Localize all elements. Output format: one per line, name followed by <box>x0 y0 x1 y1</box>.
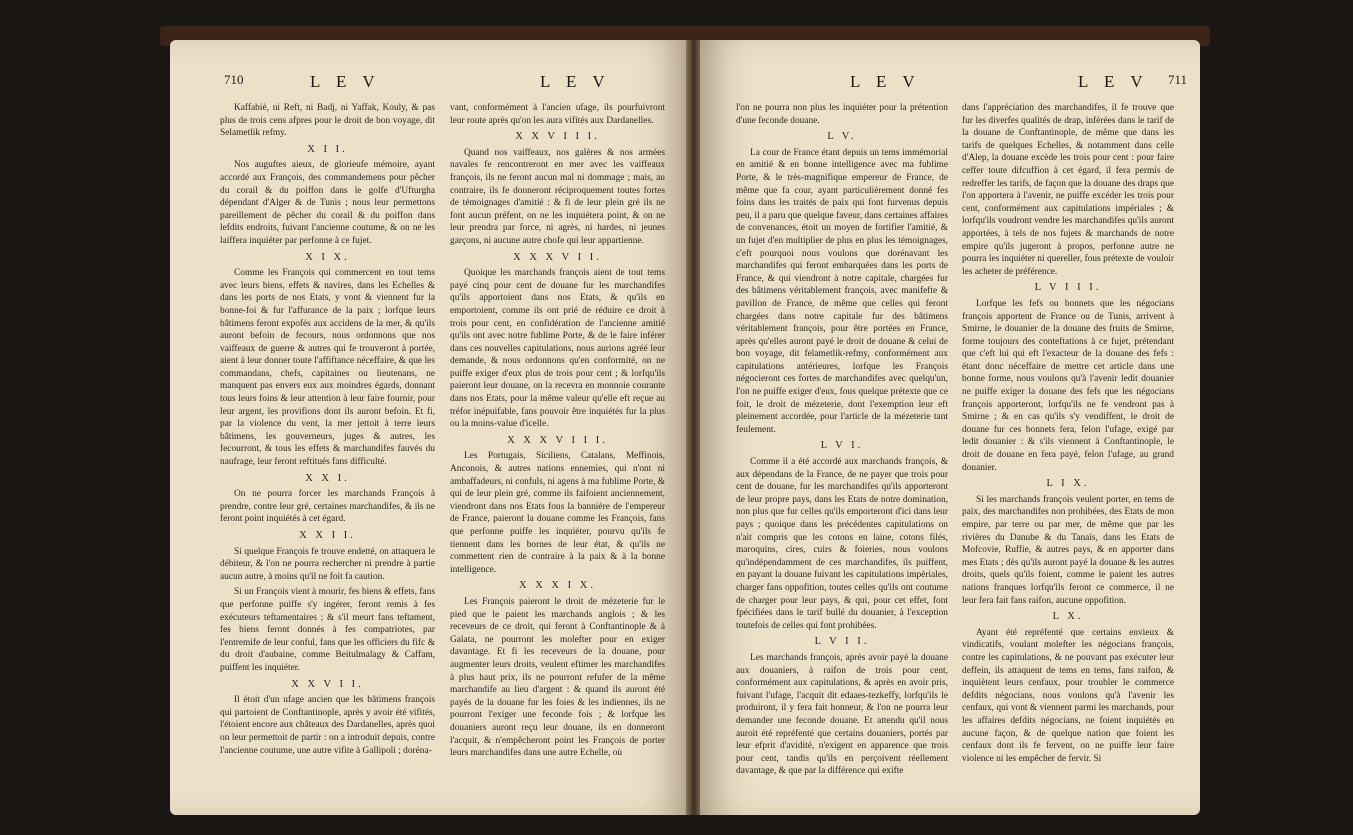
text-column <box>962 102 1174 768</box>
paragraph: Comme les François qui commercent en tout tems avec leurs biens, effets & navires, dans les Echelles & dans les ports de nos Etats, y vont & viennent fur la bonne-foi & fur l'affurance de la paix ; lorfque leurs bâtimens feront expofés aux accidens de la mer, & qu'ils auront befoin de fecours, nous ordonnons que nos vaiffeaux de guerre & autres qui fe trouveront à portée, aient à leur donner toute l'affiftance néceffaire, & que les commandans, chefs, capitaines ou lieutenans, ne manquent pas envers eux aux moindres égards, donnant tous leurs foins & leur attention à leur faire fournir, pour leur argent, les provifions dont ils auront befoin. Et fi, par la violence du vent, la mer jettoit à terre leurs bâtimens, les gouverneurs, juges & autres, les fecourront, & tous les effets & marchandifes fauvés du naufrage, leur feront reftitués fans difficulté. <box>220 268 435 468</box>
article-heading: L V. <box>827 131 857 143</box>
article-heading: X I I. <box>307 143 348 155</box>
article-heading: X X I. <box>305 472 350 484</box>
running-head: L E V <box>540 72 611 91</box>
paragraph: Kaffabiè, ni Reft, ni Badj, ni Yaffak, Kouly, & pas plus de trois cens afpres pour le droit de bon voyage, dit Selametlik refmy. <box>220 103 435 139</box>
paragraph: La cour de France étant depuis un tems immémorial en amitié & en bonne intelligence avec ma fublime Porte, & le très-magnifique empereur de France, de même que fa cour, ayant particulièrement donné fes foins dans les traités de paix qui font furvenus depuis peu, il a paru que quelque faveur, dans certaines affaires de convenances, étoit un moyen de fortifier l'amitié, & un fujet d'en multiplier de plus en plus les témoignages, c'eft pourquoi nous voulons que dorénavant les marchandifes qui feront embarquées dans les ports de France, & qui viendront à notre capitale, chargées fur des bâtimens véritablement françois, avec manifefte & pavillon de France, de même que celles qui feront chargées dans notre capitale fur des bâtimens véritablement françois, pour être portées en France, après qu'elles auront payé le droit de douane & celui de bon voyage, dit felametlik-refmy, conformément aux capitulations antérieures, lorfque les François négocieront ces fortes de marchandifes avec quelqu'un, l'on ne puiffe exiger d'eux, fous quelque prétexte que ce foit, le droit de mézeterie, dont l'exemption leur eft pleinement accordée, pour l'article de la mézeterie tant feulement. <box>736 147 948 435</box>
article-heading: X X X V I I I. <box>507 434 608 446</box>
text-column <box>220 102 435 760</box>
paragraph: Lorfque les fefs ou bonnets que les négocians françois apportent de France ou de Tunis, arrivent à Smirne, le douanier de la douane des fruits de Smirne, forme toujours des conteftations à ce fujet, prétendant que c'eft lui qui eft l'exacteur de la douane des fefs : étant donc néceffaire de mettre cet article dans une bonne forme, nous voulons qu'à l'avenir ledit douanier ne puiffe exiger la douane des fefs que les négocians françois apporteront, lorfqu'ils ne fe vendront pas à Smirne ; & en cas qu'ils s'y vendiffent, le droit de douane fur ces bonnets fera, felon l'ufage, exigé par ledit douanier : & s'ils viennent à Conftantinople, le droit de douane en fera payé, felon l'ufage, au grand douanier. <box>962 298 1174 473</box>
page-number-left: 710 <box>224 72 244 87</box>
article-heading: L V I. <box>820 440 864 452</box>
text-column <box>736 102 948 781</box>
article-heading: X X V I I. <box>291 678 364 690</box>
article-heading: X X X I X. <box>519 580 596 592</box>
article-heading: L I X. <box>1046 478 1090 490</box>
article-heading: X X I I. <box>299 530 356 541</box>
running-head: L E V <box>310 72 381 91</box>
article-heading: L X. <box>1052 611 1084 623</box>
paragraph: Nos auguftes aieux, de glorieufe mémoire, ayant accordé aux François, des commandemens pour pêcher du corail & du poiffon dans le golfe d'Ufturgha dépendant d'Alger & de Tunis ; nous leur permettons pareillement de pêcher du corail & du poiffon dans lefdits endroits, fuivant l'ancienne coutume, & on ne les laiffera inquiéter par perfonne à ce fujet. <box>220 160 435 246</box>
article-heading: L V I I. <box>814 636 870 648</box>
right-page <box>700 40 1200 815</box>
paragraph: Il étoit d'un ufage ancien que les bâtimens françois qui partoient de Conftantinople, après y avoir été vifités, l'étoient encore aux châteaux des Dardanelles, après quoi on leur permettoit de partir : on a introduit depuis, contre l'ancienne coutume, une autre vifite à Gallipoli ; doréna- <box>220 695 435 756</box>
paragraph: Quand nos vaiffeaux, nos galères & nos armées navales fe rencontreront en mer avec les vaiffeaux françois, ils ne feront aucun mal ni dommage ; mais, au contraire, ils fe donneront réciproquement toutes fortes de témoignages d'amitié : & fi de leur plein gré ils ne font aucun préfent, on ne les inquiétera point, & on ne leur prendra par force, ni agrès, ni hardes, ni jeunes garçons, ni aucune autre chofe qui leur appartienne. <box>450 147 665 246</box>
running-head: L E V <box>850 72 921 91</box>
page-number-right: 711 <box>1168 72 1188 87</box>
paragraph: vant, conformément à l'ancien ufage, ils pourfuivront leur route après qu'on les aura vifités aux Dardanelles. <box>450 103 665 126</box>
paragraph: Quoique les marchands françois aient de tout tems payé cinq pour cent de douane fur les marchandifes qu'ils apportoient dans nos Etats, & qu'ils en emportoient, comme ils ont prié de réduire ce droit à trois pour cent, en confidération de l'ancienne amitié qu'ils ont avec notre fublime Porte, & de le faire inférer dans ces nouvelles capitulations, nous aurions agréé leur demande, & nous ordonnons qu'en conformité, on ne puiffe exiger d'eux plus de trois pour cent ; & lorfqu'ils paieront leur douane, on la recevra en monnoie courante dans nos Etats, pour la même valeur qu'elle eft reçue au tréfor inépuifable, fans pouvoir être inquiétés fur la plus ou la moins-value d'icelle. <box>450 268 665 430</box>
paragraph: Ayant été repréfenté que certains envieux & vindicatifs, voulant molefter les négocians françois, contre les capitulations, & ne pouvant pas exécuter leur deffein, ils attaquent de tems en tems, fans raifon, & inquiètent leurs cenfaux, pour troubler le commerce defdits négocians, nous voulons qu'à l'avenir les cenfaux, qui vont & viennent parmi les marchands, pour les affaires defdits négocians, ne foient inquiétés en aucune façon, & de quelque nation que foient les cenfaux dont ils fe fervent, on ne puiffe leur faire violence ni les empêcher de fervir. Si <box>962 627 1174 764</box>
paragraph: Les Portugais, Siciliens, Catalans, Meffinois, Anconois, & autres nations ennemies, qui n'ont ni ambaffadeurs, ni confuls, ni agens à ma fublime Porte, & qui de leur plein gré, comme ils faifoient anciennement, viendront dans nos Etats fous la bannière de l'empereur de France, paieront la douane comme les François, fans que perfonne puiffe les inquiéter, pourvu qu'ils fe tiennent dans les bornes de leur état, & qu'ils ne commettent rien de contraire à la paix & à la bonne intelligence. <box>450 451 665 575</box>
article-heading: X X X V I I. <box>513 251 602 263</box>
article-heading: X X V I I I. <box>515 131 600 143</box>
article-heading: L V I I I. <box>1034 282 1102 294</box>
running-head: L E V <box>1078 72 1149 91</box>
paragraph: Si un François vient à mourir, fes biens & effets, fans que perfonne puiffe s'y ingérer, feront remis à fes exécuteurs teftamentaires ; & s'il meurt fans teftament, fes biens feront donnés à fes compatriotes, par l'entremife de leur conful, fans que les officiers du fifc & du droit d'aubaine, comme Beitulmalagy & Caffam, puiffent les inquiéter. <box>220 587 435 673</box>
article-heading: X I X. <box>305 251 350 263</box>
paragraph: Comme il a été accordé aux marchands françois, & aux dépendans de la France, de ne payer que trois pour cent de douane, fur les marchandifes qu'ils apporteront de leur propre pays, dans les Etats de notre domination, non plus que fur celles qu'ils emporteront d'ici dans leur pays ; quoique dans les précédentes capitulations on n'ait compris que les cotons en laine, cotons filés, maroquins, cires, cuirs & foieries, nous voulons qu'indépendamment de ces marchandifes, ils puiffent, en payant la douane fuivant les capitulations impériales, charger fans oppofition, toutes celles qu'ils ont coutume de charger pour leur pays, & qui, pour cet effet, font fpécifiées dans le tarif bullé du douanier, à l'exception toutefois de celles qui font prohibées. <box>736 457 948 631</box>
paragraph: Les marchands françois, après avoir payé la douane aux douaniers, à raifon de trois pour cent, conformément aux capitulations, & après en avoir pris, fuivant l'ufage, l'acquit dit edaaes-tezkeffy, lorfqu'ils le produiront, il y fera fait honneur, & l'on ne pourra leur demander une feconde douane. Et attendu qu'il nous auroit été repréfenté que certains douaniers, portés par leur efprit d'avidité, n'exigent en apparence que trois pour cent, tandis qu'ils en perçoivent réellement davantage, & que par la différence qui exifte <box>736 652 948 777</box>
paragraph: Si quelque François fe trouve endetté, on attaquera le débiteur, & l'on ne pourra rechercher ni prendre à partie aucun autre, à moins qu'il ne foit fa caution. <box>220 546 435 582</box>
paragraph: Si les marchands françois veulent porter, en tems de paix, des marchandifes non prohibées, des Etats de mon empire, par terre ou par mer, de même que par les rivières du Danube & du Tanaïs, dans les Etats de Mofcovie, Ruffie, & autres pays, & en apporter dans mes Etats ; dès qu'ils auront payé la douane & les autres droits, quels qu'ils foient, comme le paient les autres nations franques lorfqu'ils feront ce commerce, il ne leur fera fait fans raifon, aucune oppofition. <box>962 494 1174 606</box>
text-column <box>450 102 665 763</box>
paragraph: l'on ne pourra non plus les inquiéter pour la prétention d'une feconde douane. <box>736 103 948 126</box>
paragraph: Les François paieront le droit de mézeterie fur le pied que le paient les marchands anglois ; & les receveurs de ce droit, qui feront à Conftantinople & à Galata, ne pourront les molefter pour en exiger davantage. Et fi les receveurs de la douane, pour augmenter leurs droits, veulent eftimer les marchandifes à plus haut prix, ils ne pourront refufer de la même marchandife au lieu d'argent : & quand ils auront été payés de la douane fur les foies & les indiennes, ils ne pourront l'exiger une feconde fois ; & lorfque les douaniers auront reçu leur douane, ils en donneront l'acquit, & n'empêcheront point les François de porter leurs marchandifes dans une autre Echelle, où <box>450 596 665 759</box>
paragraph: dans l'appréciation des marchandifes, il fe trouve que fur les diverfes qualités de drap, inférées dans le tarif de la douane de Conftantinople, de même que dans les tarifs de quelques Echelles, & notamment dans celle d'Alep, la douane excède les trois pour cent : pour faire ceffer toute difcuffion à cet égard, il fera permis de redreffer les tarifs, de façon que la douane des draps que l'on apportera à l'avenir, ne puiffe excéder les trois pour cent, conformément aux capitulations impériales ; & lorfqu'ils voudront vendre les marchandifes qu'ils auront apportées, à tels de nos fujets & marchands de notre empire qu'ils jugeront à propos, perfonne autre ne pourra les inquiéter ni quereller, fous prétexte de vouloir les acheter de préférence. <box>962 103 1174 277</box>
left-page <box>170 40 688 815</box>
paragraph: On ne pourra forcer les marchands François à prendre, contre leur gré, certaines marchandifes, & ils ne feront point inquiétés à cet égard. <box>220 489 435 525</box>
